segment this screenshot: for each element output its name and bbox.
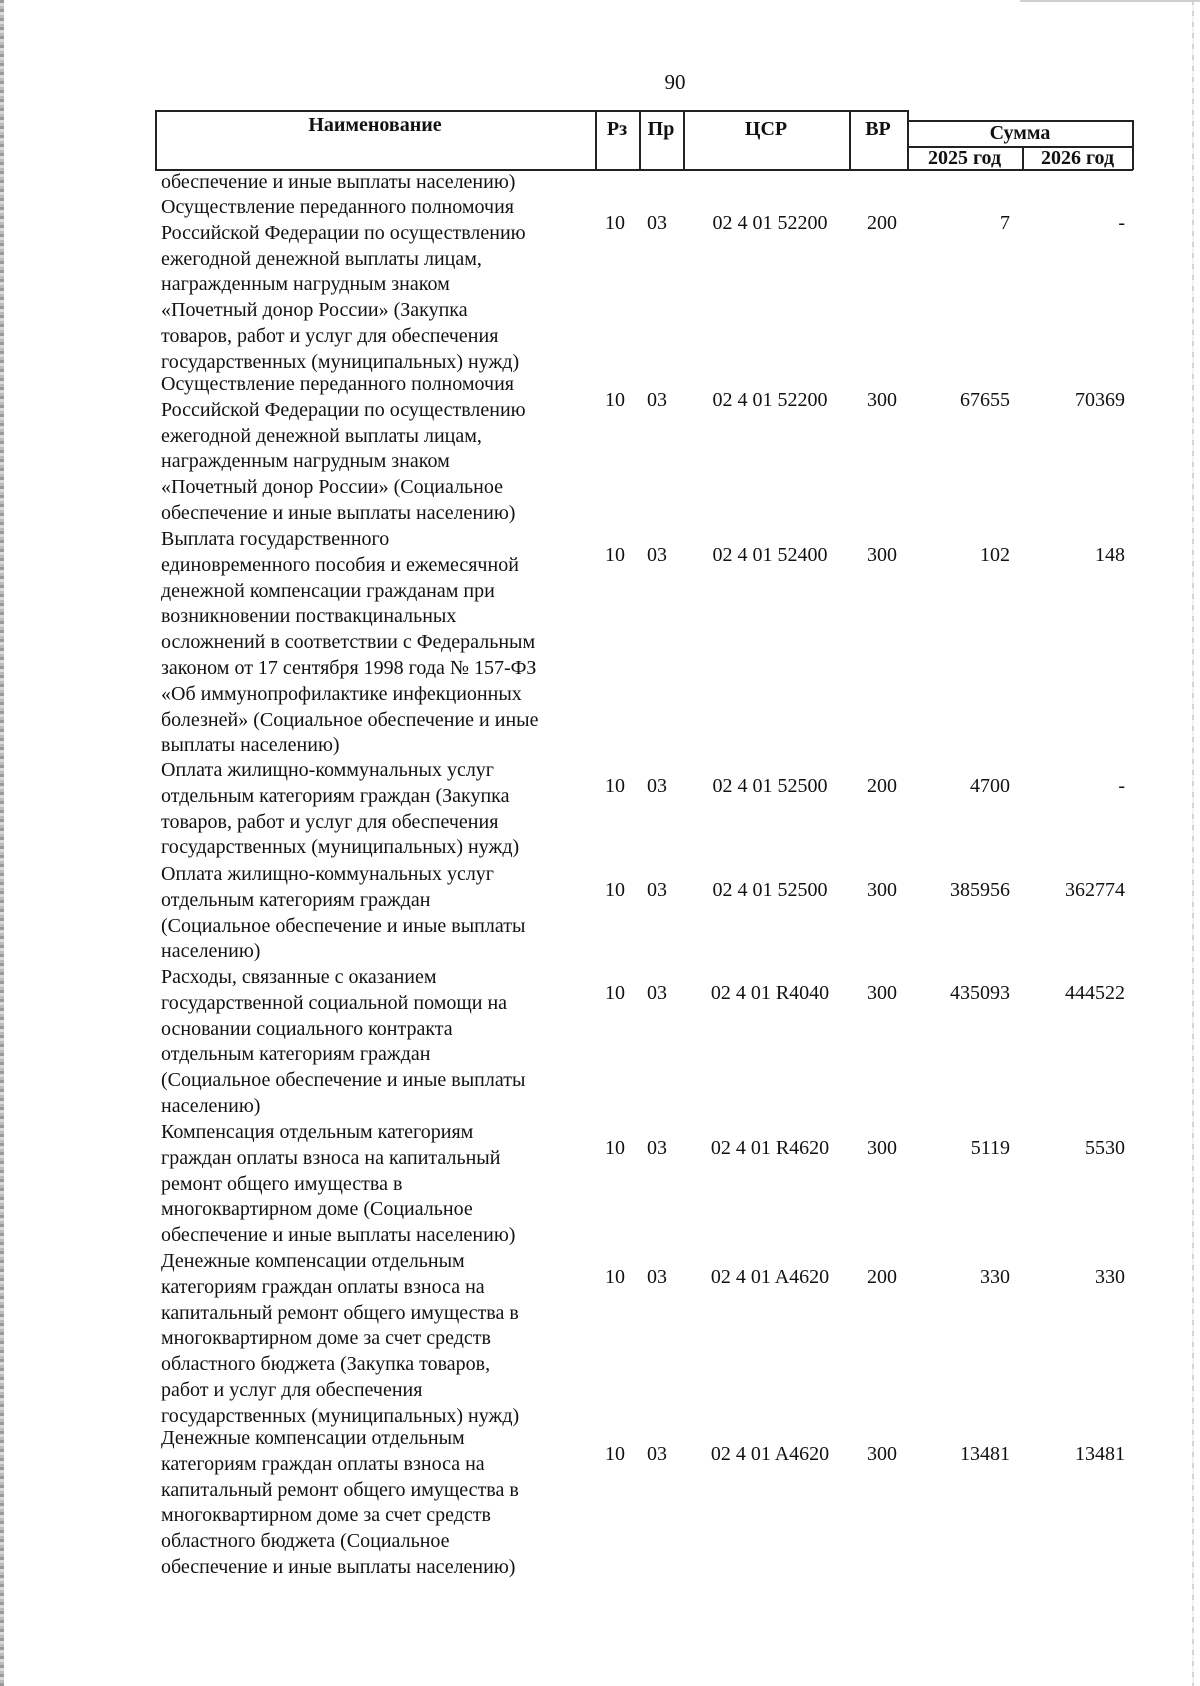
row-sum-2026: 5530	[1085, 1137, 1125, 1159]
row-sum-2025: 435093	[950, 982, 1010, 1004]
row-rz: 10	[605, 544, 625, 566]
row-csr: 02 4 01 52500	[712, 879, 828, 901]
row-name: Денежные компенсации отдельным категориям граждан оплаты взноса на капитальный ремонт общего имущества в многоквартирном доме за счет средств областного бюджета (Закупка товаров, работ и услуг для обеспечения государственных (муниципальных) нужд)	[161, 1250, 520, 1427]
header-rz: Рз	[606, 118, 628, 140]
row-rz: 10	[605, 775, 625, 797]
row-sum-2026: -	[1118, 775, 1125, 797]
row-csr: 02 4 01 52200	[712, 212, 828, 234]
row-csr: 02 4 01 R4040	[710, 982, 830, 1004]
row-pr: 03	[647, 982, 667, 1004]
scan-edge-right	[1192, 0, 1194, 1686]
row-name: Компенсация отдельным категориям граждан оплаты взноса на капитальный ремонт общего имущества в многоквартирном доме (Социальное обеспечение и иные выплаты населению)	[161, 1121, 516, 1247]
header-csr: ЦСР	[744, 118, 788, 140]
scan-edge-top	[1020, 0, 1200, 2]
row-sum-2025: 385956	[950, 879, 1010, 901]
row-sum-2025: 67655	[960, 389, 1010, 411]
row-name: Оплата жилищно-коммунальных услуг отдельным категориям граждан (Закупка товаров, работ и услуг для обеспечения государственных (муниципальных) нужд)	[161, 759, 520, 859]
row-name: Расходы, связанные с оказанием государственной социальной помощи на основании социального контракта отдельным категориям граждан (Социальное обеспечение и иные выплаты населению)	[161, 966, 526, 1117]
row-pr: 03	[647, 1266, 667, 1288]
row-name: обеспечение и иные выплаты населению)	[161, 171, 516, 193]
row-rz: 10	[605, 879, 625, 901]
row-rz: 10	[605, 982, 625, 1004]
row-vr: 200	[867, 212, 897, 234]
row-rz: 10	[605, 389, 625, 411]
row-pr: 03	[647, 389, 667, 411]
row-vr: 300	[867, 1443, 897, 1465]
row-pr: 03	[647, 212, 667, 234]
row-name: Денежные компенсации отдельным категориям граждан оплаты взноса на капитальный ремонт общего имущества в многоквартирном доме за счет средств областного бюджета (Социальное обеспечение и иные выплаты населению)	[161, 1427, 519, 1578]
row-csr: 02 4 01 52200	[712, 389, 828, 411]
row-vr: 300	[867, 879, 897, 901]
row-sum-2025: 102	[980, 544, 1010, 566]
header-year-2025: 2025 год	[927, 147, 1002, 169]
row-pr: 03	[647, 1443, 667, 1465]
row-csr: 02 4 01 A4620	[710, 1266, 830, 1288]
row-rz: 10	[605, 1266, 625, 1288]
row-sum-2025: 4700	[970, 775, 1010, 797]
row-vr: 300	[867, 1137, 897, 1159]
row-sum-2025: 7	[1000, 212, 1010, 234]
row-sum-2026: 13481	[1075, 1443, 1125, 1465]
row-rz: 10	[605, 1137, 625, 1159]
row-vr: 200	[867, 1266, 897, 1288]
row-vr: 300	[867, 544, 897, 566]
row-name: Выплата государственного единовременного пособия и ежемесячной денежной компенсации гражданам при возникновении поствакцинальных осложнений в соответствии с Федеральным законом от 17 сентября 1998 года № 157-ФЗ «Об иммунопрофилактике инфекционных болезней» (Социальное обеспечение и иные выплаты населению)	[161, 528, 539, 757]
row-sum-2026: 148	[1095, 544, 1125, 566]
row-sum-2026: 362774	[1065, 879, 1125, 901]
row-pr: 03	[647, 544, 667, 566]
row-name: Осуществление переданного полномочия Российской Федерации по осуществлению ежегодной денежной выплаты лицам, награжденным нагрудным знаком «Почетный донор России» (Социальное обеспечение и иные выплаты населению)	[161, 373, 526, 524]
row-csr: 02 4 01 52500	[712, 775, 828, 797]
row-name: Осуществление переданного полномочия Российской Федерации по осуществлению ежегодной денежной выплаты лицам, награжденным нагрудным знаком «Почетный донор России» (Закупка товаров, работ и услуг для обеспечения государственных (муниципальных) нужд)	[161, 196, 526, 373]
row-csr: 02 4 01 R4620	[710, 1137, 830, 1159]
row-csr: 02 4 01 A4620	[710, 1443, 830, 1465]
row-vr: 200	[867, 775, 897, 797]
row-sum-2026: 330	[1095, 1266, 1125, 1288]
row-name: Оплата жилищно-коммунальных услуг отдельным категориям граждан (Социальное обеспечение и иные выплаты населению)	[161, 863, 526, 963]
header-sum: Сумма	[989, 122, 1051, 144]
row-rz: 10	[605, 212, 625, 234]
row-pr: 03	[647, 1137, 667, 1159]
header-year-2026: 2026 год	[1040, 147, 1115, 169]
row-sum-2025: 13481	[960, 1443, 1010, 1465]
row-sum-2026: 70369	[1075, 389, 1125, 411]
row-csr: 02 4 01 52400	[712, 544, 828, 566]
row-vr: 300	[867, 389, 897, 411]
row-pr: 03	[647, 879, 667, 901]
row-sum-2025: 330	[980, 1266, 1010, 1288]
row-rz: 10	[605, 1443, 625, 1465]
page-number: 90	[664, 70, 686, 94]
row-pr: 03	[647, 775, 667, 797]
scan-edge-left	[0, 0, 4, 1686]
header-top-rule	[155, 110, 907, 112]
row-sum-2026: -	[1118, 212, 1125, 234]
header-pr: Пр	[647, 118, 675, 140]
row-vr: 300	[867, 982, 897, 1004]
header-name: Наименование	[308, 114, 442, 136]
header-vr: ВР	[865, 118, 891, 140]
table-header	[155, 110, 1133, 170]
row-sum-2026: 444522	[1065, 982, 1125, 1004]
row-sum-2025: 5119	[970, 1137, 1010, 1159]
